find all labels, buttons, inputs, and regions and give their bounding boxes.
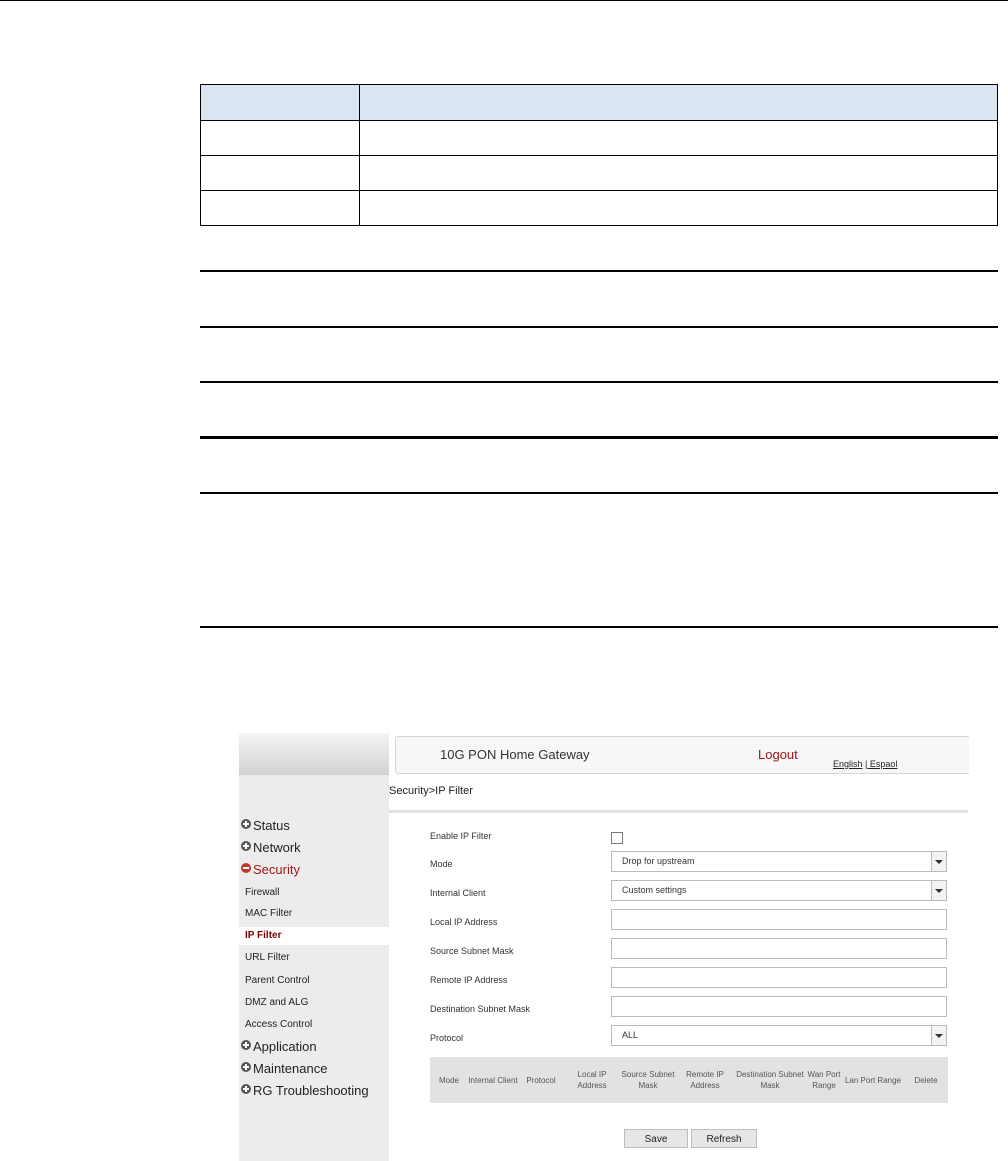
rule-6 bbox=[200, 626, 998, 628]
column-header: Delete bbox=[914, 1075, 938, 1085]
enable-ip-filter-checkbox[interactable] bbox=[611, 832, 623, 844]
plus-circle-icon bbox=[241, 841, 251, 851]
source-subnet-mask-label: Source Subnet Mask bbox=[430, 946, 514, 956]
logout-link[interactable]: Logout bbox=[758, 747, 798, 762]
sidebar-item-rg-troubleshooting[interactable]: RG Troubleshooting bbox=[241, 1083, 369, 1098]
destination-subnet-mask-label: Destination Subnet Mask bbox=[430, 1004, 531, 1014]
sidebar-header bbox=[239, 733, 389, 775]
chevron-down-icon bbox=[931, 852, 946, 871]
save-button[interactable]: Save bbox=[624, 1129, 688, 1148]
sidebar-item-status[interactable]: Status bbox=[241, 818, 290, 833]
app-title: 10G PON Home Gateway bbox=[440, 747, 590, 762]
page-top-rule bbox=[0, 0, 1008, 1]
plus-circle-icon bbox=[241, 1040, 251, 1050]
header-bar bbox=[395, 736, 969, 774]
refresh-button[interactable]: Refresh bbox=[691, 1129, 757, 1148]
destination-subnet-mask-input[interactable] bbox=[611, 996, 947, 1017]
plus-circle-icon bbox=[241, 1084, 251, 1094]
subitem-firewall[interactable]: Firewall bbox=[245, 887, 280, 898]
enable-ip-filter-label: Enable IP Filter bbox=[430, 831, 492, 841]
sidebar-item-application[interactable]: Application bbox=[241, 1039, 317, 1054]
plus-circle-icon bbox=[241, 819, 251, 829]
subitem-dmz-alg[interactable]: DMZ and ALG bbox=[245, 997, 309, 1008]
subitem-ip-filter[interactable]: IP Filter bbox=[239, 927, 389, 945]
sidebar-item-network[interactable]: Network bbox=[241, 840, 301, 855]
gateway-screenshot bbox=[239, 733, 968, 1161]
column-header: Lan Port Range bbox=[844, 1075, 902, 1085]
rule-1 bbox=[200, 270, 998, 272]
sidebar-item-security[interactable]: Security bbox=[241, 862, 300, 877]
column-header: Destination Subnet Mask bbox=[736, 1070, 804, 1090]
column-header: Wan Port Range bbox=[807, 1070, 841, 1090]
column-header: Mode bbox=[438, 1075, 459, 1085]
rule-2 bbox=[200, 326, 998, 328]
remote-ip-label: Remote IP Address bbox=[430, 975, 508, 985]
table-row bbox=[201, 191, 998, 226]
internal-client-select[interactable]: Custom settings bbox=[611, 880, 947, 901]
remote-ip-input[interactable] bbox=[611, 967, 947, 988]
subitem-url-filter[interactable]: URL Filter bbox=[245, 952, 290, 963]
rule-5 bbox=[200, 492, 998, 494]
source-subnet-mask-input[interactable] bbox=[611, 938, 947, 959]
protocol-label: Protocol bbox=[430, 1033, 464, 1043]
sidebar bbox=[239, 733, 389, 1161]
lang-spanish-link[interactable]: Espaol bbox=[867, 759, 898, 769]
chevron-down-icon bbox=[931, 881, 946, 900]
rule-3 bbox=[200, 381, 998, 383]
minus-circle-icon bbox=[241, 863, 251, 873]
local-ip-input[interactable] bbox=[611, 909, 947, 930]
mode-label: Mode bbox=[430, 859, 453, 869]
chevron-down-icon bbox=[931, 1026, 946, 1045]
column-header: Remote IP Address bbox=[686, 1070, 724, 1090]
column-header: Source Subnet Mask bbox=[621, 1070, 675, 1090]
sidebar-item-maintenance[interactable]: Maintenance bbox=[241, 1061, 327, 1076]
breadcrumb-divider bbox=[389, 810, 968, 813]
column-header: Protocol bbox=[526, 1075, 556, 1085]
subitem-parent-control[interactable]: Parent Control bbox=[245, 975, 310, 986]
protocol-select[interactable]: ALL bbox=[611, 1025, 947, 1046]
breadcrumb: Security>IP Filter bbox=[389, 785, 473, 797]
document-table bbox=[200, 84, 998, 226]
language-switch bbox=[833, 759, 897, 769]
lang-english-link[interactable]: English bbox=[833, 759, 863, 769]
subitem-mac-filter[interactable]: MAC Filter bbox=[245, 908, 293, 919]
table-row bbox=[201, 121, 998, 156]
local-ip-label: Local IP Address bbox=[430, 917, 498, 927]
subitem-access-control[interactable]: Access Control bbox=[245, 1019, 313, 1030]
table-row bbox=[201, 156, 998, 191]
rule-4 bbox=[200, 436, 998, 439]
mode-select[interactable]: Drop for upstream bbox=[611, 851, 947, 872]
plus-circle-icon bbox=[241, 1062, 251, 1072]
table-header-row bbox=[201, 85, 998, 121]
lang-separator: | bbox=[865, 759, 868, 769]
column-header: Internal Client bbox=[468, 1075, 518, 1085]
rules-table-header bbox=[430, 1057, 948, 1103]
internal-client-label: Internal Client bbox=[430, 888, 486, 898]
column-header: Local IP Address bbox=[577, 1070, 607, 1090]
